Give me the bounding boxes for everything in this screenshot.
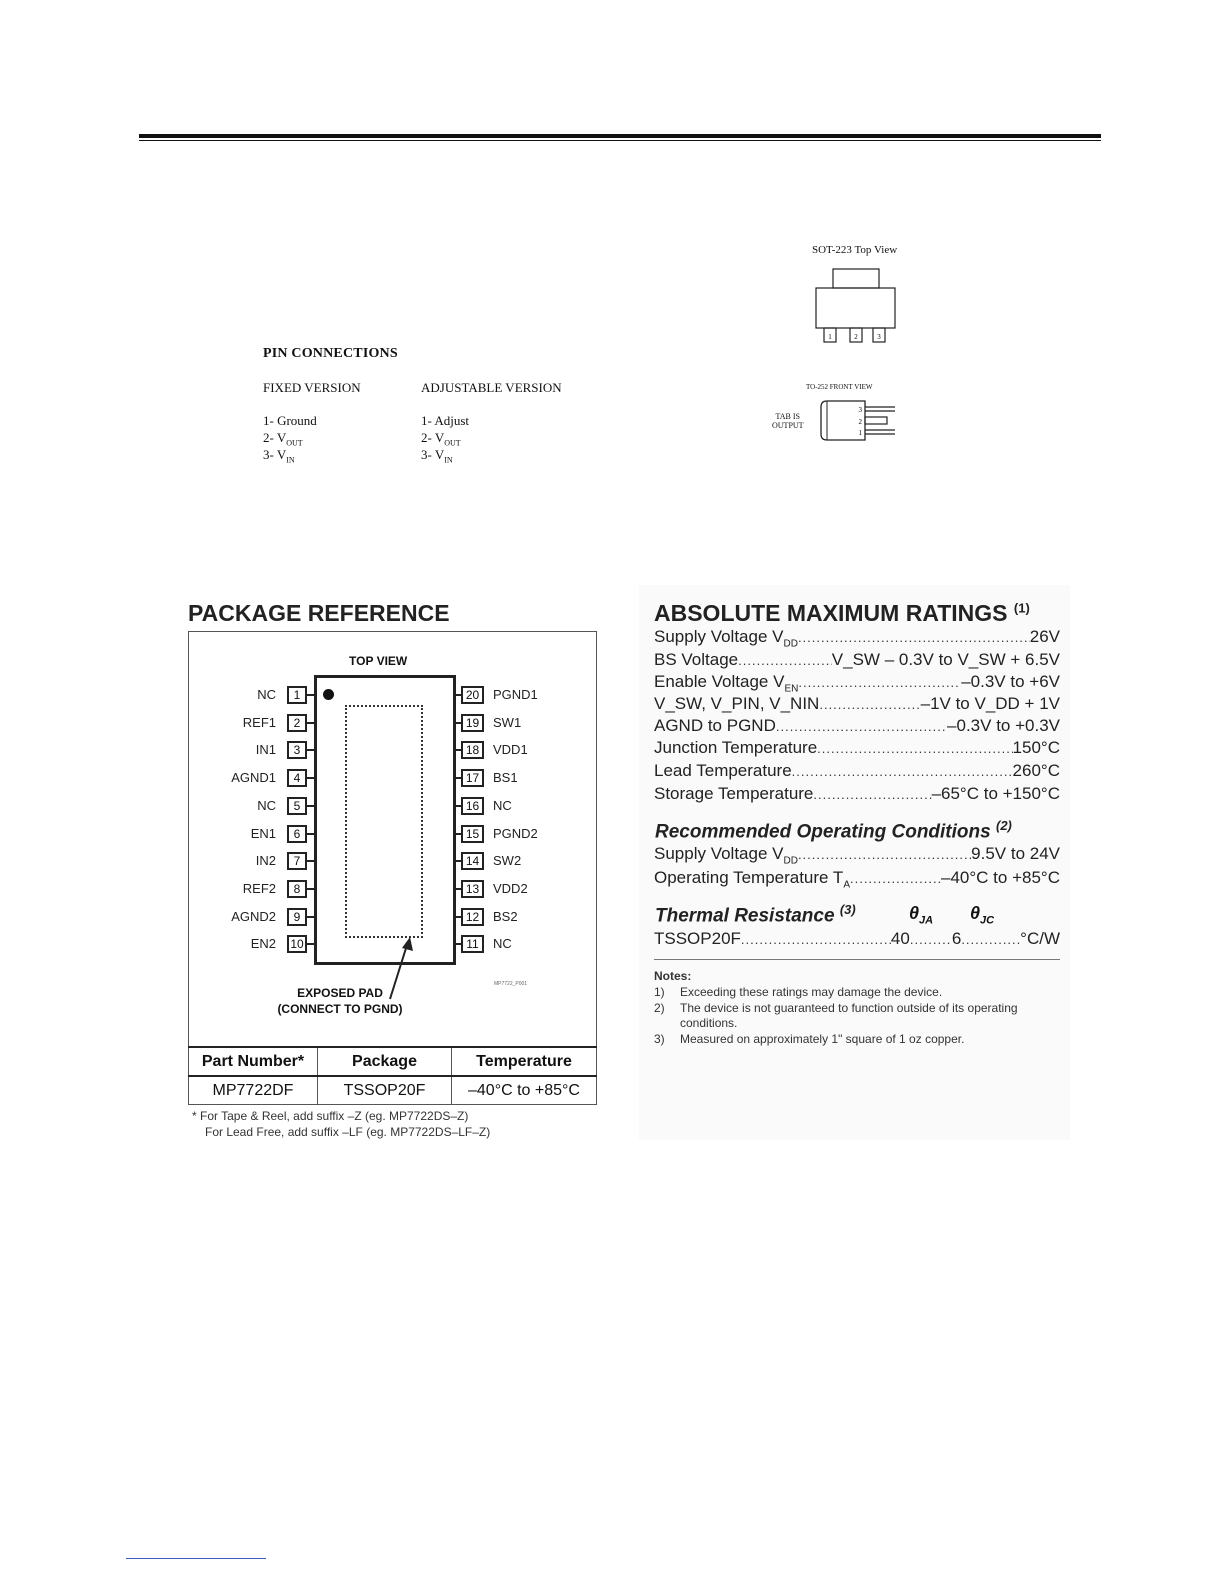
pin-name-right: SW1 xyxy=(493,715,522,730)
pin-name-right: BS1 xyxy=(493,770,518,785)
pin-connections-title: PIN CONNECTIONS xyxy=(263,346,398,361)
table-header-package: Package xyxy=(318,1047,452,1076)
thermal-resistance-title: Thermal Resistance $^{(3)}$ xyxy=(655,902,856,927)
pin-name-left: EN1 xyxy=(250,826,276,841)
fixed-pin-2: 2- $V_{OUT}$ xyxy=(263,430,303,448)
pin-name-left: REF2 xyxy=(242,881,276,896)
pin-number-box: 19 xyxy=(461,714,484,732)
note-item: 3) Measured on approximately 1" square of 1 oz copper. xyxy=(654,1032,965,1046)
pin-number-box: 5 xyxy=(287,797,307,815)
pin-number-box: 18 xyxy=(461,741,484,759)
part-number-table xyxy=(188,1046,597,1105)
pin-lead xyxy=(307,777,315,779)
note-item: 1) Exceeding these ratings may damage the device. xyxy=(654,985,943,999)
adjustable-pin-1: 1- Adjust xyxy=(421,413,470,428)
pin-number-box: 3 xyxy=(287,741,307,759)
pin-lead xyxy=(307,888,315,890)
pin-number-box: 12 xyxy=(461,908,484,926)
pin-name-right: PGND2 xyxy=(493,826,538,841)
pin-lead xyxy=(307,694,315,696)
adjustable-version-heading: ADJUSTABLE VERSION xyxy=(421,380,562,395)
pin-lead xyxy=(307,860,315,862)
pin-name-left: EN2 xyxy=(250,936,276,951)
pin-number-box: 16 xyxy=(461,797,484,815)
to252-label: TO-252 FRONT VIEW xyxy=(806,383,873,391)
theta-ja-heading: $\theta_{JA}$ xyxy=(909,903,934,927)
pin-number-box: 14 xyxy=(461,852,484,870)
pin-number-box: 20 xyxy=(461,686,484,704)
table-header-temperature: Temperature xyxy=(452,1047,597,1076)
pin-name-left: NC xyxy=(257,798,276,813)
cell-temperature: –40°C to +85°C xyxy=(452,1076,597,1105)
rating-row-junction-temperature: Junction Temperature ..... 150°C xyxy=(654,738,1060,758)
sot223-package-drawing xyxy=(810,264,910,344)
pin-number-box: 10 xyxy=(287,935,307,953)
package-reference-title: PACKAGE REFERENCE xyxy=(188,600,450,626)
pin-lead xyxy=(307,749,315,751)
exposed-pad-outline xyxy=(345,705,423,938)
pin1-indicator-dot xyxy=(323,689,334,700)
tab-is-output-label: TAB IS OUTPUT xyxy=(772,412,804,430)
pin-name-left: IN2 xyxy=(255,853,276,868)
pin-number-box: 11 xyxy=(461,935,484,953)
pin-number-box: 4 xyxy=(287,769,307,787)
pin-name-right: VDD1 xyxy=(493,742,528,757)
pin-lead xyxy=(307,943,315,945)
pin-lead xyxy=(307,722,315,724)
fixed-version-heading: FIXED VERSION xyxy=(263,380,361,395)
note-item: 2) The device is not guaranteed to function outside of its operating conditions. xyxy=(654,1001,1018,1030)
table-row xyxy=(189,1076,597,1105)
pin-lead xyxy=(307,916,315,918)
rating-row-switch-voltages: V_SW, V_PIN, V_NIN ..... –1V to V_DD + 1V xyxy=(654,694,1060,714)
header-rule-thin xyxy=(139,140,1101,141)
recommended-row-supply-voltage: Supply Voltage $V_{DD}$ ..... 9.5V to 24V xyxy=(654,844,1060,866)
pin-number-box: 15 xyxy=(461,825,484,843)
notes-title: Notes: xyxy=(654,969,692,983)
pin-lead xyxy=(307,833,315,835)
rating-row-enable-voltage: Enable Voltage $V_{EN}$ ..... –0.3V to +6V xyxy=(654,672,1060,694)
recommended-conditions-title: Recommended Operating Conditions $^{(2)}$ xyxy=(655,818,1012,843)
rating-row-storage-temperature: Storage Temperature ..... –65°C to +150°C xyxy=(654,784,1060,804)
to252-package-drawing xyxy=(815,396,905,446)
header-rule xyxy=(139,134,1101,138)
theta-jc-heading: $\theta_{JC}$ xyxy=(970,903,995,927)
pin-number-box: 9 xyxy=(287,908,307,926)
pin-name-right: NC xyxy=(493,798,512,813)
sot223-pin-3: 3 xyxy=(877,333,881,341)
pin-name-left: AGND1 xyxy=(231,770,276,785)
rating-row-agnd-pgnd: AGND to PGND ..... –0.3V to +0.3V xyxy=(654,716,1060,736)
pin-number-box: 1 xyxy=(287,686,307,704)
pin-name-left: NC xyxy=(257,687,276,702)
footer-link-underline xyxy=(126,1558,266,1559)
to252-pin-3: 3 xyxy=(858,406,862,414)
exposed-pad-label: EXPOSED PAD (CONNECT TO PGND) xyxy=(277,986,403,1016)
sot223-pin-2: 2 xyxy=(854,333,858,341)
pin-number-box: 17 xyxy=(461,769,484,787)
fixed-pin-1: 1- Ground xyxy=(263,413,317,428)
pin-name-left: IN1 xyxy=(255,742,276,757)
pin-name-left: AGND2 xyxy=(231,909,276,924)
adjustable-pin-2: 2- $V_{OUT}$ xyxy=(421,430,461,448)
pin-name-right: NC xyxy=(493,936,512,951)
adjustable-pin-3: 3- $V_{IN}$ xyxy=(421,447,453,465)
sot223-pin-1: 1 xyxy=(828,333,832,341)
table-header-part-number: Part Number* xyxy=(189,1047,318,1076)
rating-row-bs-voltage: BS Voltage ..... V_SW – 0.3V to V_SW + 6.5V xyxy=(654,650,1060,670)
pin-name-right: PGND1 xyxy=(493,687,538,702)
pin-name-right: VDD2 xyxy=(493,881,528,896)
to252-pin-1: 1 xyxy=(858,429,862,437)
diagram-code: MP7722_P001 xyxy=(494,981,528,987)
to252-pin-2: 2 xyxy=(858,418,862,426)
rating-row-supply-voltage: Supply Voltage $V_{DD}$ ..... 26V xyxy=(654,627,1060,649)
thermal-row-tssop20f: TSSOP20F ..... 40 ..... 6 ..... °C/W xyxy=(654,929,1060,949)
absolute-maximum-ratings-title: ABSOLUTE MAXIMUM RATINGS $^{(1)}$ xyxy=(654,600,1030,626)
pin-number-box: 8 xyxy=(287,880,307,898)
pin-number-box: 13 xyxy=(461,880,484,898)
pin-number-box: 7 xyxy=(287,852,307,870)
sot223-label: SOT-223 Top View xyxy=(812,244,898,256)
ordering-footnote: * For Tape & Reel, add suffix –Z (eg. MP7722DS–Z) For Lead Free, add suffix –LF (eg. MP7722DS–LF–Z) xyxy=(192,1109,491,1139)
pin-name-left: REF1 xyxy=(242,715,276,730)
pin-lead xyxy=(307,805,315,807)
top-view-label: TOP VIEW xyxy=(349,654,408,668)
cell-package: TSSOP20F xyxy=(318,1076,452,1105)
pin-name-right: BS2 xyxy=(493,909,518,924)
pin-number-box: 6 xyxy=(287,825,307,843)
cell-part-number: MP7722DF xyxy=(189,1076,318,1105)
notes-divider xyxy=(654,959,1060,960)
rating-row-lead-temperature: Lead Temperature ..... 260°C xyxy=(654,761,1060,781)
recommended-row-operating-temperature: Operating Temperature $T_A$ ..... –40°C to +85°C xyxy=(654,868,1060,890)
pin-number-box: 2 xyxy=(287,714,307,732)
pin-name-right: SW2 xyxy=(493,853,522,868)
fixed-pin-3: 3- $V_{IN}$ xyxy=(263,447,295,465)
